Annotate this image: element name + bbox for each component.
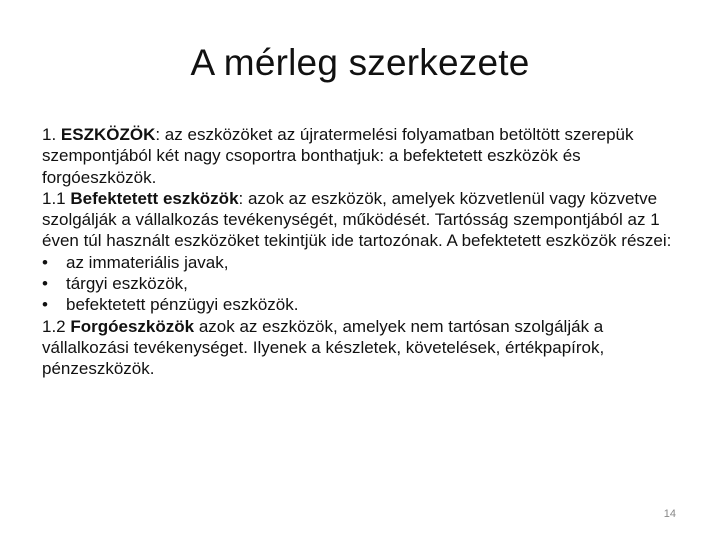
paragraph-text: azok az eszközök, amelyek nem tartósan szolgálják a vállalkozási tevékenységet. Ilyenek a készletek, követelések, értékpapírok, pénzeszközök. <box>42 316 605 379</box>
paragraph-text: : az eszközöket az újratermelési folyamatban betöltött szerepük szempontjából két nagy csoportra bonthatjuk: a befektetett eszközök és forgóeszközök. <box>42 125 634 187</box>
paragraph-forgoeszkozok <box>42 316 682 380</box>
paragraph-prefix: 1.2 <box>42 316 71 336</box>
bullet-icon: • <box>42 295 48 315</box>
list-item <box>42 294 682 315</box>
list-item-text: az immateriális javak, <box>66 252 229 272</box>
list-item-text: tárgyi eszközök, <box>66 274 188 294</box>
term-forgoeszkozok: Forgóeszközök <box>70 316 195 336</box>
slide-title: A mérleg szerkezete <box>190 42 530 83</box>
list-item <box>42 273 682 294</box>
bullet-list <box>42 252 682 316</box>
list-item <box>42 252 682 273</box>
bullet-icon: • <box>42 252 48 272</box>
page-number: 14 <box>663 508 676 520</box>
paragraph-eszkozok <box>42 124 682 188</box>
term-befektetett-eszkozok: Befektetett eszközök <box>70 188 239 208</box>
term-eszkozok: ESZKÖZÖK <box>60 125 156 144</box>
slide-body <box>42 124 682 380</box>
paragraph-text: : azok az eszközök, amelyek közvetlenül vagy közvetve szolgálják a vállalkozás tevékenységét, működését. Tartósság szempontjából az 1 éven túl használt eszközöket tekintjük ide tartozónak. A befektetett eszközök részei: <box>42 188 672 251</box>
paragraph-prefix: 1. <box>42 125 61 144</box>
list-item-text: befektetett pénzügyi eszközök. <box>66 295 299 315</box>
paragraph-befektetett-eszkozok <box>42 188 682 252</box>
bullet-icon: • <box>42 274 48 294</box>
paragraph-prefix: 1.1 <box>42 188 71 208</box>
